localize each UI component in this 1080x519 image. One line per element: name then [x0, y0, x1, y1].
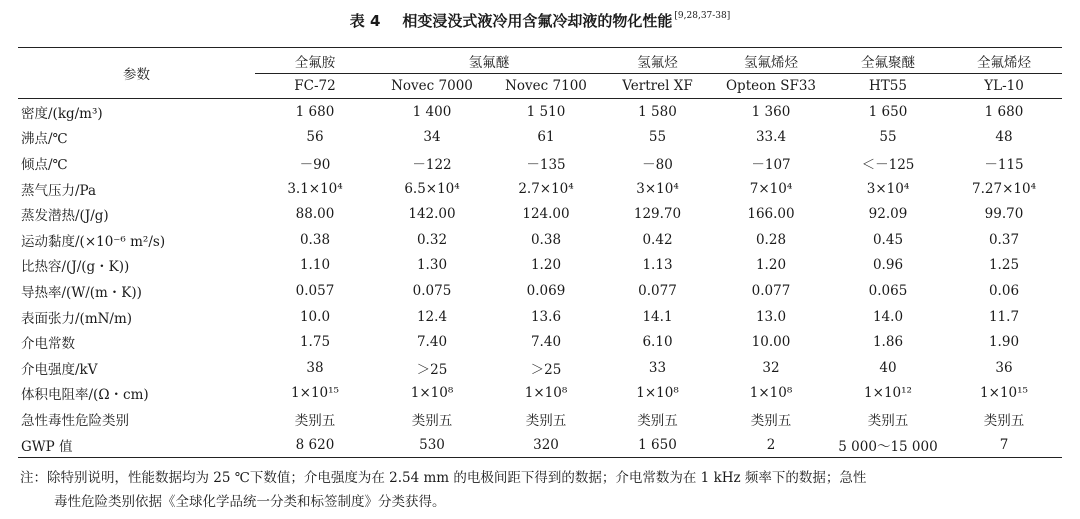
value-cell: 1.75: [299, 334, 331, 351]
group-header: 氢氟醚: [375, 48, 603, 74]
value-cell: 14.1: [642, 308, 673, 325]
value-cell: 1×10¹²: [864, 385, 912, 402]
value-cell: 1×10⁸: [749, 385, 793, 402]
value-cell: 166.00: [747, 206, 795, 223]
value-cell: 33.4: [755, 129, 787, 146]
value-cell: 类别五: [411, 412, 453, 429]
value-cell: 129.70: [633, 206, 682, 223]
value-cell: 1.86: [872, 334, 904, 351]
value-cell: 1 580: [638, 103, 677, 120]
value-cell: 1×10⁸: [410, 385, 454, 402]
table-row: [18, 150, 1062, 176]
value-cell: 56: [306, 129, 324, 146]
value-cell: 1.20: [530, 257, 562, 274]
group-header: 全氟胺: [255, 48, 375, 74]
value-cell: 0.28: [755, 231, 787, 248]
value-cell: 1 680: [984, 103, 1024, 120]
value-cell: －80: [642, 156, 673, 173]
value-cell: 类别五: [294, 412, 336, 429]
value-cell: 13.0: [755, 308, 787, 325]
value-cell: 40: [879, 359, 897, 376]
header-row-groups: [18, 48, 1062, 74]
value-cell: 92.09: [868, 206, 908, 223]
table-body: [18, 99, 1062, 458]
value-cell: 124.00: [522, 206, 570, 223]
product-header: Opteon SF33: [712, 74, 830, 99]
value-cell: 0.075: [412, 282, 452, 299]
product-header: HT55: [830, 74, 946, 99]
group-header: 全氟烯烃: [946, 48, 1062, 74]
table-note: [20, 466, 1064, 514]
param-cell: 蒸发潜热/(J/g): [21, 208, 109, 225]
group-header: 全氟聚醚: [830, 48, 946, 74]
value-cell: 1×10¹⁵: [291, 385, 339, 402]
product-header: Novec 7000: [375, 74, 489, 99]
value-cell: 1 400: [412, 103, 452, 120]
value-cell: ＞25: [530, 361, 562, 378]
properties-table: [18, 47, 1062, 458]
product-header: Novec 7100: [489, 74, 603, 99]
product-header: FC-72: [255, 74, 375, 99]
value-cell: 7×10⁴: [749, 180, 793, 197]
value-cell: ＜－125: [861, 156, 915, 173]
value-cell: 7.40: [530, 334, 562, 351]
value-cell: 0.077: [638, 282, 677, 299]
value-cell: 0.06: [988, 282, 1020, 299]
value-cell: 13.6: [530, 308, 562, 325]
table-row: [18, 381, 1062, 407]
value-cell: 0.42: [642, 231, 673, 248]
value-cell: 类别五: [750, 412, 792, 429]
value-cell: 6.10: [642, 334, 673, 351]
value-cell: 55: [648, 129, 667, 146]
param-header: 参数: [18, 48, 255, 99]
value-cell: －90: [299, 156, 331, 173]
value-cell: －135: [526, 156, 566, 173]
value-cell: 0.38: [299, 231, 331, 248]
value-cell: 3×10⁴: [636, 180, 679, 197]
value-cell: 0.45: [872, 231, 904, 248]
value-cell: 32: [762, 359, 780, 376]
note-line-1: 注：除特别说明，性能数据均为 25 ℃下数值；介电强度为在 2.54 mm 的电极间距下得到的数据；介电常数为在 1 kHz 频率下的数据；急性: [20, 470, 867, 486]
value-cell: 1.25: [988, 257, 1020, 274]
table-row: [18, 278, 1062, 304]
value-cell: 6.5×10⁴: [404, 180, 460, 197]
value-cell: 0.96: [872, 257, 904, 274]
value-cell: 11.7: [988, 308, 1020, 325]
value-cell: 类别五: [983, 412, 1025, 429]
param-cell: 体积电阻率/(Ω・cm): [21, 387, 149, 404]
table-row: [18, 253, 1062, 279]
table-row: [18, 329, 1062, 355]
value-cell: －115: [984, 156, 1024, 173]
value-cell: 0.069: [526, 282, 566, 299]
value-cell: 8 620: [255, 432, 375, 458]
param-cell: 沸点/℃: [21, 131, 68, 148]
value-cell: 类别五: [867, 412, 909, 429]
value-cell: 1 680: [295, 103, 335, 120]
group-header: 氢氟烃: [603, 48, 712, 74]
value-cell: －107: [751, 156, 791, 173]
value-cell: 1.20: [755, 257, 787, 274]
param-cell: 密度/(kg/m³): [21, 105, 103, 122]
table-row: [18, 406, 1062, 432]
value-cell: 1.13: [642, 257, 673, 274]
value-cell: 33: [648, 359, 667, 376]
value-cell: 1.10: [299, 257, 331, 274]
param-cell: 导热率/(W/(m・K)): [21, 284, 142, 301]
value-cell: 34: [423, 129, 441, 146]
table-title: 相变浸没式液冷用含氟冷却液的物化性能: [402, 12, 673, 30]
param-cell: 急性毒性危险类别: [21, 412, 129, 429]
table-references: [9,28,37-38]: [674, 11, 731, 21]
table-number: 表 4: [349, 12, 381, 30]
value-cell: 10.0: [299, 308, 331, 325]
product-header: YL-10: [946, 74, 1062, 99]
value-cell: 320: [489, 432, 603, 458]
value-cell: 7.27×10⁴: [972, 180, 1036, 197]
value-cell: 142.00: [408, 206, 456, 223]
value-cell: 55: [879, 129, 897, 146]
value-cell: 0.057: [295, 282, 335, 299]
value-cell: 类别五: [637, 412, 678, 429]
value-cell: 0.065: [868, 282, 908, 299]
param-cell: 运动黏度/(×10⁻⁶ m²/s): [21, 233, 166, 250]
param-cell: 倾点/℃: [21, 156, 68, 173]
value-cell: 530: [375, 432, 489, 458]
value-cell: 5 000～15 000: [830, 432, 946, 458]
group-header: 氢氟烯烃: [712, 48, 830, 74]
table-row: [18, 304, 1062, 330]
value-cell: 1 510: [526, 103, 566, 120]
param-cell: GWP 值: [18, 432, 255, 458]
value-cell: 类别五: [525, 412, 567, 429]
value-cell: 1×10⁸: [524, 385, 568, 402]
value-cell: 88.00: [295, 206, 335, 223]
value-cell: 12.4: [416, 308, 448, 325]
param-cell: 表面张力/(mN/m): [21, 310, 133, 327]
value-cell: 0.32: [416, 231, 448, 248]
value-cell: 0.38: [530, 231, 562, 248]
value-cell: 10.00: [751, 334, 791, 351]
table-row: [18, 99, 1062, 125]
value-cell: 7.40: [416, 334, 448, 351]
param-cell: 蒸气压力/Pa: [21, 182, 97, 199]
value-cell: 3×10⁴: [866, 180, 910, 197]
value-cell: 38: [306, 359, 324, 376]
value-cell: 99.70: [984, 206, 1024, 223]
value-cell: 0.077: [751, 282, 791, 299]
param-cell: 比热容/(J/(g・K)): [21, 259, 130, 276]
table-row: [18, 227, 1062, 253]
value-cell: 2.7×10⁴: [518, 180, 574, 197]
value-cell: 3.1×10⁴: [287, 180, 343, 197]
table-caption: [0, 10, 1080, 31]
value-cell: 1.30: [416, 257, 448, 274]
table-row: [18, 432, 1062, 458]
value-cell: 1 360: [751, 103, 791, 120]
value-cell: 36: [995, 359, 1013, 376]
value-cell: 1×10⁸: [636, 385, 679, 402]
value-cell: 48: [995, 129, 1013, 146]
note-line-2: 毒性危险类别依据《全球化学品统一分类和标签制度》分类获得。: [54, 494, 446, 510]
table-row: [18, 201, 1062, 227]
value-cell: 61: [537, 129, 555, 146]
param-cell: 介电常数: [21, 336, 75, 353]
product-header: Vertrel XF: [603, 74, 712, 99]
value-cell: －122: [412, 156, 452, 173]
value-cell: 14.0: [872, 308, 904, 325]
value-cell: 1.90: [988, 334, 1020, 351]
table-row: [18, 125, 1062, 151]
value-cell: 1 650: [603, 432, 712, 458]
param-cell: 介电强度/kV: [21, 361, 98, 378]
value-cell: 0.37: [988, 231, 1020, 248]
value-cell: 2: [712, 432, 830, 458]
value-cell: ＞25: [416, 361, 448, 378]
value-cell: 7: [946, 432, 1062, 458]
value-cell: 1 650: [868, 103, 908, 120]
table-row: [18, 355, 1062, 381]
table-row: [18, 176, 1062, 202]
value-cell: 1×10¹⁵: [980, 385, 1028, 402]
